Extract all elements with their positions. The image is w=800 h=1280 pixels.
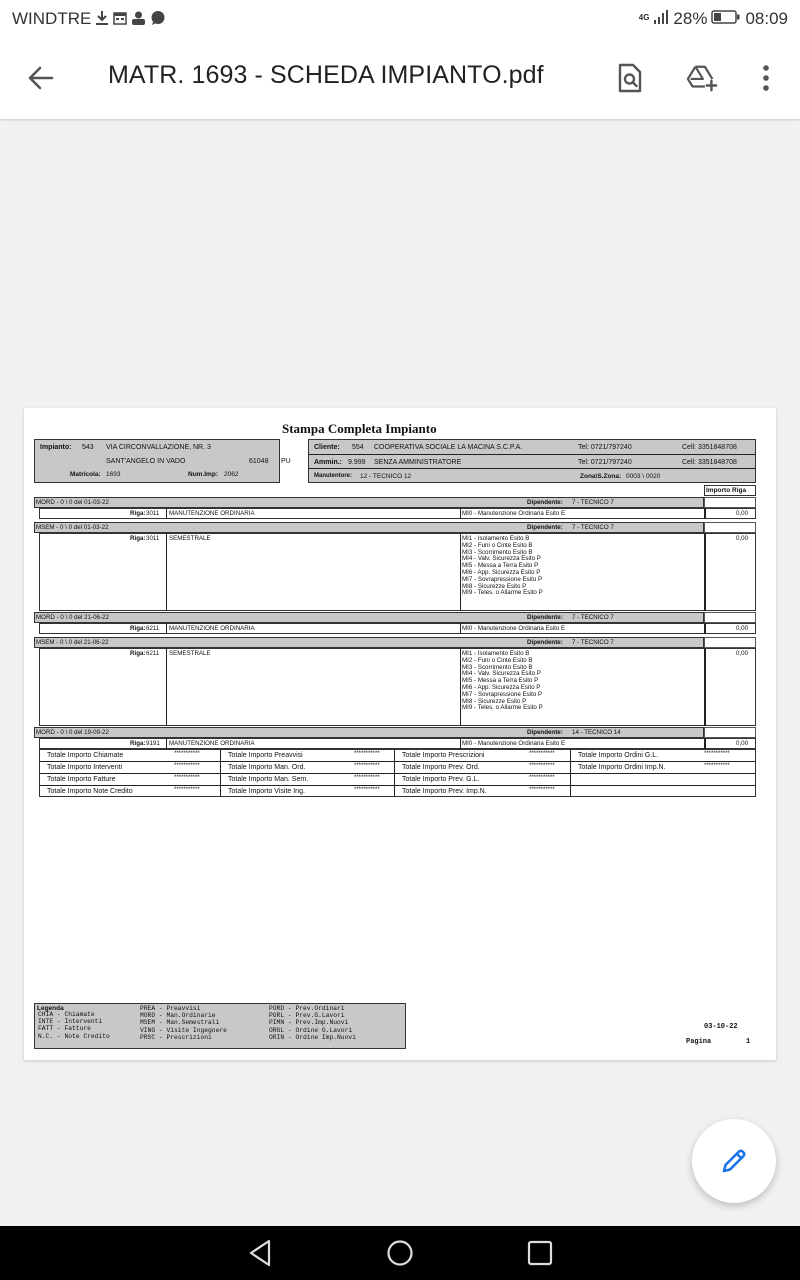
total-label: Totale Importo Chiamate xyxy=(47,751,124,759)
importo-head-cell xyxy=(704,637,756,648)
total-value: *********** xyxy=(529,762,555,769)
matricola-value: 1693 xyxy=(106,471,121,478)
esito-line: MI9 - Teles. o Allarme Esito P xyxy=(462,589,543,597)
dipendente-label: Dipendente: xyxy=(527,614,563,621)
document-title: MATR. 1693 - SCHEDA IMPIANTO.pdf xyxy=(108,61,544,89)
legend-item: PORD - Prev.Ordinari xyxy=(269,1005,345,1012)
more-vert-icon xyxy=(761,62,771,94)
status-bar xyxy=(0,0,800,38)
importo-value: 0,00 xyxy=(736,625,749,632)
add-to-drive-button[interactable] xyxy=(686,60,718,96)
importo-value: 0,00 xyxy=(736,650,749,657)
legend-item: ORIN - Ordine Imp.Nuovi xyxy=(269,1033,356,1041)
search-document-button[interactable] xyxy=(614,60,646,96)
download-icon xyxy=(95,10,109,29)
add-to-drive-icon xyxy=(686,62,718,94)
total-label: Totale Importo Man. Sem. xyxy=(228,775,309,783)
esito-line: MI6 - App. Sicurezza Esito P xyxy=(462,684,541,691)
section-body xyxy=(39,648,756,726)
importo-head-cell xyxy=(704,497,756,508)
esito-line: MI3 - Scorrimento Esito B xyxy=(462,548,533,556)
legend-item: MSEM - Man.Semestrali xyxy=(140,1019,220,1027)
dipendente-value: 7 - TECNICO 7 xyxy=(572,499,614,506)
total-label: Totale Importo Visite Ing. xyxy=(228,787,305,795)
system-nav-bar xyxy=(0,1226,800,1280)
edit-fab[interactable] xyxy=(692,1119,776,1203)
riga-description: SEMESTRALE xyxy=(169,650,211,657)
impianto-cap: 61048 xyxy=(249,458,269,465)
importo-head-cell xyxy=(704,612,756,623)
section-ref: MORD - 0 \ 0 del 01-03-22 xyxy=(36,499,109,506)
esito-line: MI1 - Isolamento Esito B xyxy=(462,650,530,657)
importo-head-cell xyxy=(704,727,756,738)
legend-item: PRSC - Prescrizioni xyxy=(140,1033,212,1041)
chat-icon xyxy=(150,10,166,29)
esito-line: MI8 - Sicurezze Esito P xyxy=(462,582,527,590)
ammin-code: 9.999 xyxy=(348,459,366,466)
print-date: 03-10-22 xyxy=(704,1023,738,1031)
total-label: Totale Importo Prescrizioni xyxy=(402,751,485,759)
section-ref: MORD - 0 \ 0 del 21-06-22 xyxy=(36,614,109,621)
riga-label: Riga: xyxy=(130,740,146,747)
esito-line: MI5 - Messa a Terra Esito P xyxy=(462,677,539,685)
legend-item: MORD - Man.Ordinarie xyxy=(140,1012,216,1020)
importo-value: 0,00 xyxy=(736,510,749,517)
section-ref: MORD - 0 \ 0 del 19-09-22 xyxy=(36,729,109,736)
battery-percent: 28% xyxy=(673,9,708,28)
circle-home-icon xyxy=(385,1238,415,1268)
esito-line: MI9 - Teles. o Allarme Esito P xyxy=(462,704,543,712)
riga-label: Riga: xyxy=(130,510,146,517)
signal-icon xyxy=(653,9,669,30)
riga-value: 3011 xyxy=(146,510,160,517)
legend-item: N.C. - Note Credito xyxy=(38,1032,110,1040)
riga-description: MANUTENZIONE ORDINARIA xyxy=(169,510,255,517)
total-label: Totale Importo Ordini G.L. xyxy=(578,751,659,759)
total-value: *********** xyxy=(704,750,730,757)
total-value: *********** xyxy=(529,750,555,757)
manutentore-value: 12 - TECNICO 12 xyxy=(360,473,412,480)
carrier-name: WINDTRE xyxy=(12,9,92,28)
page-number: 1 xyxy=(746,1038,751,1046)
nav-home-button[interactable] xyxy=(385,1238,415,1268)
riga-label: Riga: xyxy=(130,650,146,657)
esito-line: MI7 - Sovrapressione Esito P xyxy=(462,690,543,698)
impianto-city: SANT'ANGELO IN VADO xyxy=(106,458,186,465)
total-label: Totale Importo Man. Ord. xyxy=(228,763,306,771)
cliente-name: COOPERATIVA SOCIALE LA MACINA S.C.P.A. xyxy=(374,444,523,451)
total-value: *********** xyxy=(354,774,380,781)
legend-item: CHIA - Chiamate xyxy=(38,1011,95,1018)
doc-title: Stampa Completa Impianto xyxy=(282,421,437,436)
riga-value: 6211 xyxy=(146,625,160,632)
ammin-name: SENZA AMMINISTRATORE xyxy=(374,459,462,466)
dipendente-label: Dipendente: xyxy=(527,729,563,736)
total-value: *********** xyxy=(354,762,380,769)
matricola-label: Matricola: xyxy=(70,471,101,478)
dipendente-value: 7 - TECNICO 7 xyxy=(572,524,614,531)
more-options-button[interactable] xyxy=(750,60,782,96)
cliente-code: 554 xyxy=(352,444,364,451)
clock: 08:09 xyxy=(745,9,788,28)
esito-line: MI3 - Scorrimento Esito B xyxy=(462,663,533,671)
total-label: Totale Importo Prev. G.L. xyxy=(402,775,480,783)
riga-value: 9191 xyxy=(146,740,160,747)
esito-line: MI0 - Manutenzione Ordinaria Esito E xyxy=(462,510,566,517)
riga-description: MANUTENZIONE ORDINARIA xyxy=(169,740,255,747)
esito-line: MI4 - Valv. Sicurezza Esito P xyxy=(462,555,541,563)
page-label: Pagina xyxy=(686,1038,712,1046)
manutentore-label: Manutentore: xyxy=(314,473,352,479)
battery-icon xyxy=(711,9,741,30)
total-label: Totale Importo Fatture xyxy=(47,775,116,783)
riga-description: SEMESTRALE xyxy=(169,535,211,542)
impianto-code: 543 xyxy=(82,444,94,451)
pdf-viewer[interactable] xyxy=(0,121,800,1225)
legend-item: VING - Visite Ingegnere xyxy=(140,1026,227,1034)
total-value: *********** xyxy=(174,762,200,769)
nav-recents-button[interactable] xyxy=(525,1238,555,1268)
esito-line: MI2 - Funi o Cinte Esito B xyxy=(462,541,533,549)
section-body xyxy=(39,533,756,611)
esito-line: MI1 - Isolamento Esito B xyxy=(462,535,530,542)
nav-back-button[interactable] xyxy=(245,1238,275,1268)
network-type: 4G xyxy=(638,12,650,22)
esito-line: MI6 - App. Sicurezza Esito P xyxy=(462,569,541,576)
section-ref: MSEM - 0 \ 0 del 01-03-22 xyxy=(36,524,109,531)
total-value: *********** xyxy=(354,750,380,757)
total-label: Totale Importo Ordini Imp.N. xyxy=(578,763,666,771)
cliente-tel: Tel: 0721/797240 xyxy=(578,444,632,451)
esito-line: MI8 - Sicurezze Esito P xyxy=(462,697,527,705)
zona-label: Zona\S.Zona: xyxy=(580,473,622,480)
dipendente-label: Dipendente: xyxy=(527,499,563,506)
legend-item: PIMN - Prev.Imp.Nuovi xyxy=(269,1019,349,1027)
total-label: Totale Importo Preavvisi xyxy=(228,751,303,759)
zona-value: 0003 \ 0020 xyxy=(626,473,661,480)
legend-item: ORGL - Ordine G.Lavori xyxy=(269,1026,353,1034)
importo-riga-label: Importo Riga xyxy=(706,487,747,494)
dipendente-value: 14 - TECNICO 14 xyxy=(572,729,621,736)
cliente-cell: Cell: 3351848708 xyxy=(682,444,737,451)
total-label: Totale Importo Prev. Ord. xyxy=(402,763,480,771)
esito-line: MI2 - Funi o Cinte Esito B xyxy=(462,656,533,664)
total-value: *********** xyxy=(174,774,200,781)
riga-value: 6211 xyxy=(146,650,160,657)
dipendente-value: 7 - TECNICO 7 xyxy=(572,614,614,621)
cliente-label: Cliente: xyxy=(314,444,340,451)
dipendente-value: 7 - TECNICO 7 xyxy=(572,639,614,646)
back-button[interactable] xyxy=(26,60,58,96)
search-document-icon xyxy=(617,62,643,94)
legend-item: PGRL - Prev.G.Lavori xyxy=(269,1012,345,1020)
total-value: *********** xyxy=(529,786,555,793)
total-value: *********** xyxy=(174,786,200,793)
section-ref: MSEM - 0 \ 0 del 21-06-22 xyxy=(36,639,109,646)
importo-value: 0,00 xyxy=(736,535,749,542)
esito-line: MI0 - Manutenzione Ordinaria Esito E xyxy=(462,740,566,747)
ammin-label: Ammin.: xyxy=(314,459,342,466)
esito-line: MI5 - Messa a Terra Esito P xyxy=(462,562,539,570)
document-content xyxy=(24,408,776,1060)
riga-description: MANUTENZIONE ORDINARIA xyxy=(169,625,255,632)
impianto-label: Impianto: xyxy=(40,444,72,451)
importo-head-cell xyxy=(704,522,756,533)
impianto-address: VIA CIRCONVALLAZIONE, NR. 3 xyxy=(106,444,211,451)
total-label: Totale Importo Note Credito xyxy=(47,787,133,795)
calendar-icon xyxy=(113,11,127,28)
legend-item: PREA - Preavvisi xyxy=(140,1005,201,1012)
esito-line: MI7 - Sovrapressione Esito P xyxy=(462,575,543,583)
numimp-label: Num.Imp: xyxy=(188,471,218,478)
total-value: *********** xyxy=(529,774,555,781)
dipendente-label: Dipendente: xyxy=(527,524,563,531)
arrow-back-icon xyxy=(26,60,56,96)
esito-line: MI0 - Manutenzione Ordinaria Esito E xyxy=(462,625,566,632)
total-value: *********** xyxy=(174,750,200,757)
pdf-page xyxy=(24,408,776,1060)
legend-item: FATT - Fatture xyxy=(38,1025,91,1033)
legend-title: Legenda xyxy=(37,1005,64,1012)
pencil-icon xyxy=(719,1146,749,1176)
triangle-back-icon xyxy=(245,1238,275,1268)
app-bar xyxy=(0,38,800,120)
importo-value: 0,00 xyxy=(736,740,749,747)
total-label: Totale Importo Prev. Imp.N. xyxy=(402,787,487,795)
square-recents-icon xyxy=(525,1238,555,1268)
ammin-tel: Tel: 0721/797240 xyxy=(578,459,632,466)
riga-label: Riga: xyxy=(130,535,146,542)
total-label: Totale Importo Interventi xyxy=(47,763,123,771)
legend-item: INTE - Interventi xyxy=(38,1018,103,1026)
total-value: *********** xyxy=(354,786,380,793)
impianto-prov: PU xyxy=(281,458,291,465)
total-value: *********** xyxy=(704,762,730,769)
numimp-value: 2062 xyxy=(224,471,239,478)
riga-label: Riga: xyxy=(130,625,146,632)
esito-line: MI4 - Valv. Sicurezza Esito P xyxy=(462,670,541,678)
contact-icon xyxy=(131,10,146,29)
dipendente-label: Dipendente: xyxy=(527,639,563,646)
riga-value: 3011 xyxy=(146,535,160,542)
ammin-cell: Cell: 3351848708 xyxy=(682,459,737,466)
